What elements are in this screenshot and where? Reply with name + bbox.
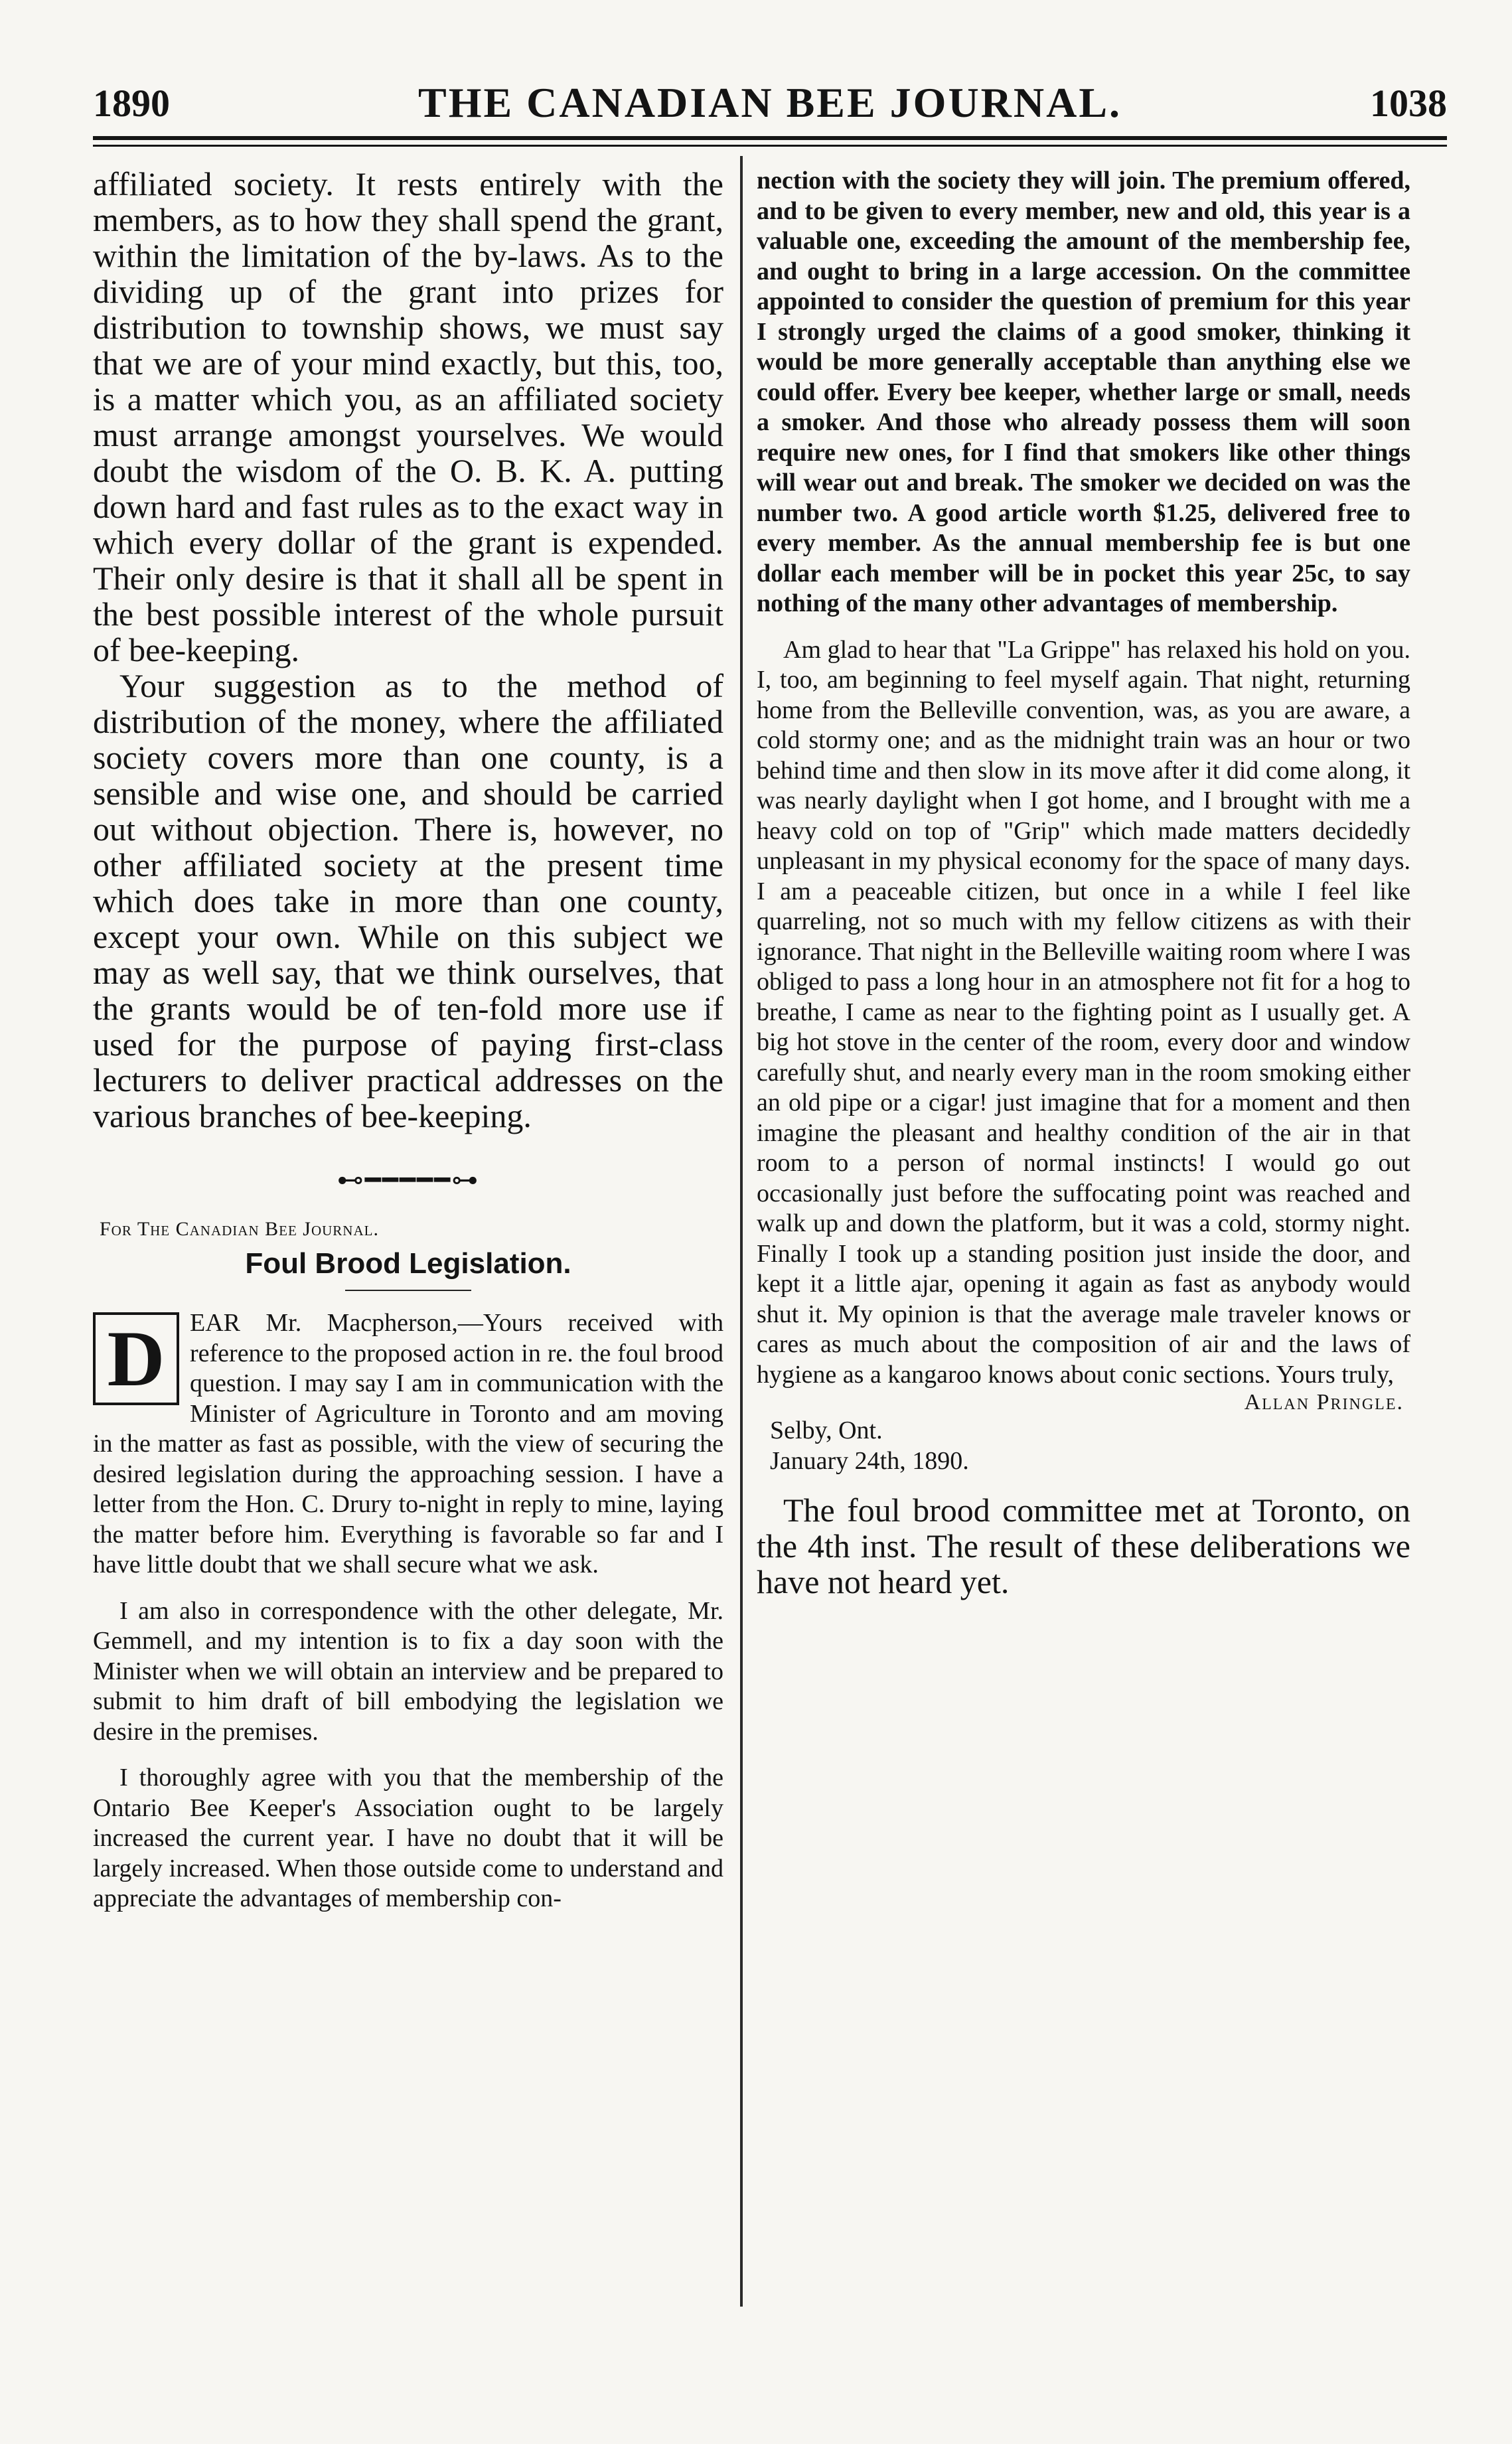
letter-paragraph-grippe: Am glad to hear that "La Grippe" has relaxed his hold on you. I, too, am beginning to feel myself again. That night, returning home from the Belleville convention, was, as you are aware, a cold stormy one; and as the midnight train was an hour or two behind time and then slow in its move after it did come along, it was nearly daylight when I got home, and I brought with me a heavy cold on top of "Grip" which made matters decidedly unpleasant in my physical economy for the space of many days. I am a peaceable citizen, but once in a while I feel like quarreling, not so much with my fellow citizens as with their ignorance. That night in the Belleville waiting room where I was obliged to pass a long hour in an atmosphere not fit for a hog to breathe, I came as near to the fighting point as I usually get. A big hot stove in the center of the room, every door and window carefully shut, and nearly every man in the room smoking either an old pipe or a cigar! just imagine that for a moment and then imagine the pleasant and healthy condition of the air in that room to a person of normal instincts! I would go out occasionally just before the suffocating point was reached and walk up and down the platform, but it was a cold, stormy night. Finally I took up a standing position just inside the door, and kept it a little ajar, opening it again as fast as anybody would shut it. My opinion is that the average male traveler knows or cares as much about the composition of air and the laws of hygiene as a kangaroo knows about conic sections. Yours truly, [757,635,1410,1389]
editorial-paragraph-1: affiliated society. It rests entirely with the members, as to how they shall spend the grant, within the limitation of the by-laws. As to the dividing up of the grant into prizes for distribution to township shows, we must say that we are of your mind exactly, but this, too, is a matter which you, as an affiliated society must arrange amongst yourselves. We would doubt the wisdom of the O. B. K. A. putting down hard and fast rules as to the exact way in which every dollar of the grant is expended. Their only desire is that it shall all be spent in the best possible interest of the whole pursuit of bee-keeping. [93,165,723,668]
editorial-paragraph-2: Your suggestion as to the method of distribution of the money, where the affiliated society covers more than one county, is a sensible and wise one, and should be carried out without objection. There is, however, no other affiliated society at the present time which does take in more than one county, except your own. While on this subject we may as well say, that we think ourselves, that the grants would be of ten-fold more use if used for the purpose of paying first-class lecturers to deliver practical addresses on the various branches of bee-keeping. [93,667,723,1134]
paragraph-gap [757,619,1410,635]
paragraph-gap [757,1476,1410,1492]
letter-paragraph-1: EAR Mr. Macpherson,—Yours received with reference to the proposed action in re. the foul brood question. I may say I am in communication with the Minister of Agriculture in Toronto and am moving in the matter as fast as possible, with the view of securing the desired legislation during the approaching session. I have a letter from the Hon. C. Drury to-night in reply to mine, laying the matter before him. Everything is favorable so far and I have little doubt that we shall secure what we ask. [93,1309,723,1578]
header-rule-thick [93,136,1447,140]
letter-paragraph-3: I thoroughly agree with you that the membership of the Ontario Bee Keeper's Association ought to be largely increased the current year. I have no doubt that it will be largely increased. When those outside come to understand and appreciate the advantages of membership con- [93,1764,723,1912]
header-rule-thin [93,145,1447,147]
article-byline: For The Canadian Bee Journal. [100,1218,379,1240]
letter-body [93,1308,723,1914]
journal-title: THE CANADIAN BEE JOURNAL. [418,79,1122,126]
paragraph-gap [93,1580,723,1596]
letter-place: Selby, Ont. [770,1416,883,1444]
letter-date: January 24th, 1890. [770,1447,969,1475]
left-column [93,166,723,1914]
page-number: 1038 [1370,81,1447,125]
headline-rule [345,1290,471,1291]
signature: Allan Pringle. [1244,1390,1404,1414]
paragraph-gap [93,1747,723,1763]
letter-continuation: nection with the society they will join. The premium offered, and to be given to every member, new and old, this year is a valuable one, exceeding the amount of the membership fee, and ought to bring in a large accession. On the committee appointed to consider the question of premium for this year I strongly urged the claims of a good smoker, thinking it would be more generally acceptable than anything else we could offer. Every bee keeper, whether large or small, needs a smoker. And those who already possess them will soon require new ones, for I find that smokers like other things will wear out and break. The smoker we decided on was the number two. A good article worth $1.25, delivered free to every member. As the annual membership fee is but one dollar each member will be in pocket this year 25c, to say nothing of the many other advantages of membership. [757,167,1410,617]
section-ornament: ⊷━━━━━⊶ [337,1165,480,1195]
article-headline: Foul Brood Legislation. [245,1247,571,1280]
page-header [93,73,1447,133]
closing-paragraph: The foul brood committee met at Toronto, on the 4th inst. The result of these deliberations we have not heard yet. [757,1491,1410,1600]
right-column [757,166,1410,1600]
drop-cap: D [93,1312,179,1405]
column-divider [740,156,743,2307]
letter-paragraph-2: I am also in correspondence with the other delegate, Mr. Gemmell, and my intention is to fix a day soon with the Minister when we will obtain an interview and be prepared to submit to him draft of bill embodying the legislation we desire in the premises. [93,1596,723,1746]
header-year: 1890 [93,81,170,125]
